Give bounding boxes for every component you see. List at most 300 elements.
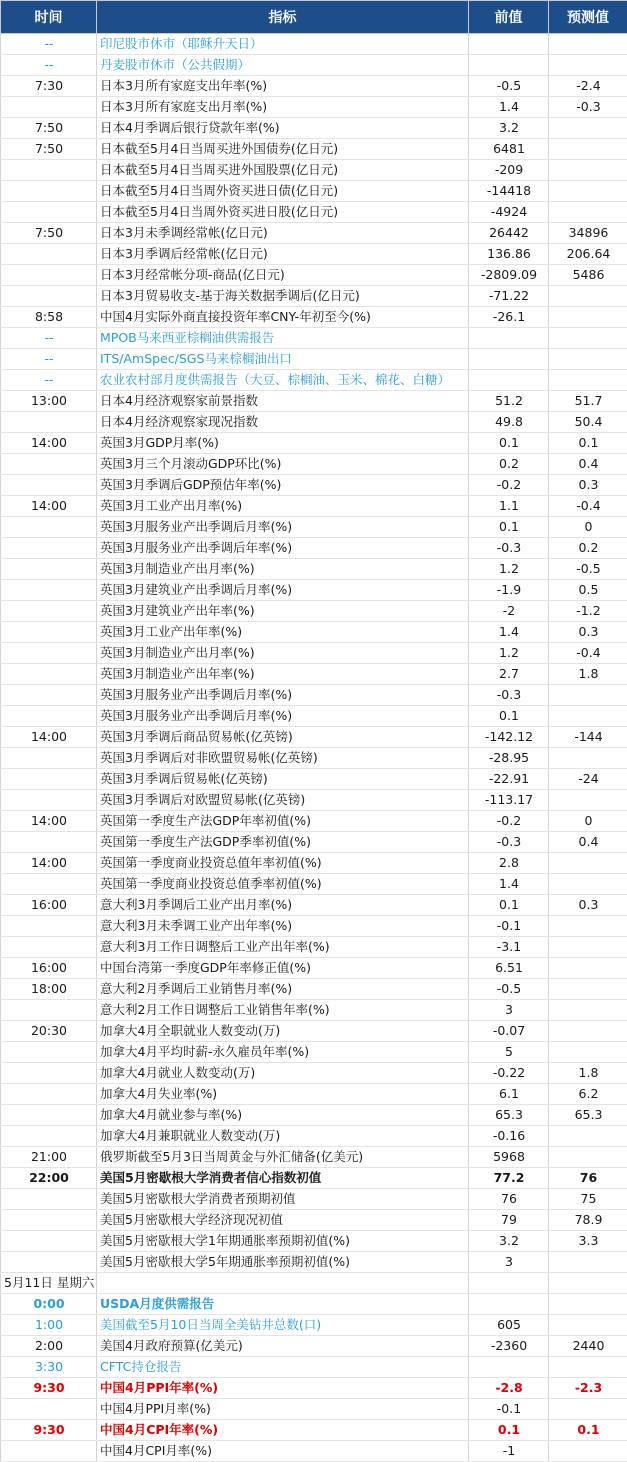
table-row bbox=[1, 1147, 627, 1168]
forecast-value-cell: 0 bbox=[549, 811, 627, 832]
forecast-value-cell: 0.3 bbox=[549, 622, 627, 643]
previous-value-cell: 3 bbox=[469, 1000, 549, 1021]
table-row bbox=[1, 496, 627, 517]
time-cell bbox=[1, 202, 97, 223]
table-row bbox=[1, 286, 627, 307]
indicator-cell: MPOB马来西亚棕榈油供需报告 bbox=[97, 328, 469, 349]
table-row bbox=[1, 160, 627, 181]
time-cell: 7:50 bbox=[1, 139, 97, 160]
previous-value-cell: -0.5 bbox=[469, 76, 549, 97]
forecast-value-cell bbox=[549, 328, 627, 349]
indicator-cell: 英国3月季调后对欧盟贸易帐(亿英镑) bbox=[97, 790, 469, 811]
time-cell: 13:00 bbox=[1, 391, 97, 412]
previous-value-cell: 26442 bbox=[469, 223, 549, 244]
table-row bbox=[1, 517, 627, 538]
indicator-cell: 英国3月服务业产出季调后月率(%) bbox=[97, 706, 469, 727]
time-cell: 3:30 bbox=[1, 1357, 97, 1378]
indicator-cell: USDA月度供需报告 bbox=[97, 1294, 469, 1315]
indicator-cell: 美国5月密歇根大学消费者信心指数初值 bbox=[97, 1168, 469, 1189]
previous-value-cell: -0.3 bbox=[469, 538, 549, 559]
forecast-value-cell bbox=[549, 349, 627, 370]
indicator-cell: 英国3月三个月滚动GDP环比(%) bbox=[97, 454, 469, 475]
forecast-value-cell: 34896 bbox=[549, 223, 627, 244]
forecast-value-cell bbox=[549, 139, 627, 160]
table-row bbox=[1, 76, 627, 97]
indicator-cell: 日本截至5月4日当周外资买进日股(亿日元) bbox=[97, 202, 469, 223]
forecast-value-cell: -144 bbox=[549, 727, 627, 748]
time-cell: 16:00 bbox=[1, 958, 97, 979]
time-cell bbox=[1, 475, 97, 496]
previous-value-cell: 3.2 bbox=[469, 118, 549, 139]
previous-value-cell: 1.2 bbox=[469, 643, 549, 664]
indicator-cell: 农业农村部月度供需报告（大豆、棕榈油、玉米、棉花、白糖） bbox=[97, 370, 469, 391]
indicator-cell: 加拿大4月全职就业人数变动(万) bbox=[97, 1021, 469, 1042]
time-cell bbox=[1, 538, 97, 559]
previous-value-cell: 136.86 bbox=[469, 244, 549, 265]
forecast-value-cell bbox=[549, 1147, 627, 1168]
indicator-cell: 日本截至5月4日当周外资买进日债(亿日元) bbox=[97, 181, 469, 202]
time-cell: 14:00 bbox=[1, 727, 97, 748]
time-cell bbox=[1, 286, 97, 307]
time-cell bbox=[1, 412, 97, 433]
time-cell bbox=[1, 1126, 97, 1147]
indicator-cell: 英国3月工业产出月率(%) bbox=[97, 496, 469, 517]
indicator-cell: 英国第一季度生产法GDP年率初值(%) bbox=[97, 811, 469, 832]
forecast-value-cell bbox=[549, 1294, 627, 1315]
previous-value-cell: -14418 bbox=[469, 181, 549, 202]
table-row bbox=[1, 601, 627, 622]
forecast-value-cell bbox=[549, 958, 627, 979]
forecast-value-cell bbox=[549, 1399, 627, 1420]
table-row bbox=[1, 1084, 627, 1105]
previous-value-cell: -22.91 bbox=[469, 769, 549, 790]
previous-value-cell: -0.2 bbox=[469, 811, 549, 832]
table-row bbox=[1, 328, 627, 349]
time-cell bbox=[1, 706, 97, 727]
previous-value-cell: 2.7 bbox=[469, 664, 549, 685]
forecast-value-cell bbox=[549, 706, 627, 727]
indicator-cell: 意大利3月季调后工业产出月率(%) bbox=[97, 895, 469, 916]
indicator-cell: 中国4月PPI月率(%) bbox=[97, 1399, 469, 1420]
forecast-value-cell: -2.3 bbox=[549, 1378, 627, 1399]
forecast-value-cell: -1.2 bbox=[549, 601, 627, 622]
previous-value-cell: 0.1 bbox=[469, 433, 549, 454]
indicator-cell: 英国第一季度生产法GDP季率初值(%) bbox=[97, 832, 469, 853]
indicator-cell: 英国3月建筑业产出年率(%) bbox=[97, 601, 469, 622]
table-row bbox=[1, 433, 627, 454]
date-label: 5月11日 星期六 bbox=[1, 1273, 97, 1294]
indicator-cell: 日本3月贸易收支-基于海关数据季调后(亿日元) bbox=[97, 286, 469, 307]
previous-value-cell: -0.5 bbox=[469, 979, 549, 1000]
table-row bbox=[1, 832, 627, 853]
forecast-value-cell bbox=[549, 1315, 627, 1336]
time-cell: 7:30 bbox=[1, 76, 97, 97]
indicator-cell: 美国5月密歇根大学消费者预期初值 bbox=[97, 1189, 469, 1210]
previous-value-cell: -113.17 bbox=[469, 790, 549, 811]
indicator-cell: 中国4月CPI月率(%) bbox=[97, 1441, 469, 1462]
time-cell bbox=[1, 1084, 97, 1105]
previous-value-cell: 0.1 bbox=[469, 1420, 549, 1441]
time-cell bbox=[1, 1252, 97, 1273]
previous-value-cell: 6.51 bbox=[469, 958, 549, 979]
indicator-cell: 日本3月季调后经常帐(亿日元) bbox=[97, 244, 469, 265]
table-row bbox=[1, 244, 627, 265]
table-row bbox=[1, 1021, 627, 1042]
forecast-value-cell: 5486 bbox=[549, 265, 627, 286]
indicator-cell: 英国3月服务业产出季调后月率(%) bbox=[97, 517, 469, 538]
time-cell bbox=[1, 1231, 97, 1252]
indicator-cell: 中国4月CPI年率(%) bbox=[97, 1420, 469, 1441]
date-separator-row bbox=[1, 1273, 627, 1294]
indicator-cell: 日本4月季调后银行贷款年率(%) bbox=[97, 118, 469, 139]
previous-value-cell: 1.1 bbox=[469, 496, 549, 517]
time-cell bbox=[1, 1042, 97, 1063]
forecast-value-cell bbox=[549, 34, 627, 55]
table-row bbox=[1, 1441, 627, 1462]
table-row bbox=[1, 34, 627, 55]
time-cell: 22:00 bbox=[1, 1168, 97, 1189]
indicator-cell: 美国5月密歇根大学经济现况初值 bbox=[97, 1210, 469, 1231]
indicator-cell: 日本4月经济观察家现况指数 bbox=[97, 412, 469, 433]
previous-value-cell bbox=[469, 34, 549, 55]
previous-value-cell: -0.3 bbox=[469, 832, 549, 853]
table-row bbox=[1, 223, 627, 244]
empty-cell bbox=[97, 1273, 469, 1294]
forecast-value-cell bbox=[549, 853, 627, 874]
indicator-cell: 英国3月建筑业产出季调后月率(%) bbox=[97, 580, 469, 601]
previous-value-cell: -2809.09 bbox=[469, 265, 549, 286]
forecast-value-cell bbox=[549, 1021, 627, 1042]
forecast-value-cell bbox=[549, 202, 627, 223]
time-cell bbox=[1, 790, 97, 811]
indicator-cell: 英国3月季调后商品贸易帐(亿英镑) bbox=[97, 727, 469, 748]
indicator-cell: 加拿大4月平均时薪-永久雇员年率(%) bbox=[97, 1042, 469, 1063]
forecast-value-cell bbox=[549, 307, 627, 328]
forecast-value-cell: 0.5 bbox=[549, 580, 627, 601]
indicator-cell: 英国3月季调后对非欧盟贸易帐(亿英镑) bbox=[97, 748, 469, 769]
forecast-value-cell bbox=[549, 160, 627, 181]
indicator-cell: 加拿大4月就业人数变动(万) bbox=[97, 1063, 469, 1084]
forecast-value-cell bbox=[549, 916, 627, 937]
forecast-value-cell: 0.4 bbox=[549, 832, 627, 853]
table-row bbox=[1, 958, 627, 979]
previous-value-cell: 3.2 bbox=[469, 1231, 549, 1252]
time-cell bbox=[1, 685, 97, 706]
time-cell bbox=[1, 1189, 97, 1210]
previous-value-cell: 0.2 bbox=[469, 454, 549, 475]
indicator-cell: 英国第一季度商业投资总值季率初值(%) bbox=[97, 874, 469, 895]
forecast-value-cell bbox=[549, 118, 627, 139]
table-row bbox=[1, 937, 627, 958]
table-row bbox=[1, 1210, 627, 1231]
indicator-cell: 英国3月GDP月率(%) bbox=[97, 433, 469, 454]
previous-value-cell bbox=[469, 349, 549, 370]
previous-value-cell: 2.8 bbox=[469, 853, 549, 874]
time-cell bbox=[1, 97, 97, 118]
forecast-value-cell bbox=[549, 1252, 627, 1273]
time-cell: 14:00 bbox=[1, 853, 97, 874]
table-row bbox=[1, 853, 627, 874]
previous-value-cell: 1.4 bbox=[469, 622, 549, 643]
header-indicator: 指标 bbox=[97, 1, 469, 34]
forecast-value-cell bbox=[549, 790, 627, 811]
indicator-cell: ITS/AmSpec/SGS马来棕榈油出口 bbox=[97, 349, 469, 370]
table-row bbox=[1, 1189, 627, 1210]
time-cell bbox=[1, 1399, 97, 1420]
forecast-value-cell bbox=[549, 937, 627, 958]
table-row bbox=[1, 370, 627, 391]
time-cell bbox=[1, 181, 97, 202]
time-cell: 16:00 bbox=[1, 895, 97, 916]
time-cell: -- bbox=[1, 349, 97, 370]
table-row bbox=[1, 811, 627, 832]
table-row bbox=[1, 118, 627, 139]
previous-value-cell: -4924 bbox=[469, 202, 549, 223]
forecast-value-cell bbox=[549, 286, 627, 307]
header-previous: 前值 bbox=[469, 1, 549, 34]
previous-value-cell: -0.22 bbox=[469, 1063, 549, 1084]
indicator-cell: 英国3月服务业产出季调后月率(%) bbox=[97, 685, 469, 706]
previous-value-cell: -3.1 bbox=[469, 937, 549, 958]
indicator-cell: 英国3月制造业产出月率(%) bbox=[97, 643, 469, 664]
table-row bbox=[1, 139, 627, 160]
time-cell bbox=[1, 832, 97, 853]
forecast-value-cell: 0.1 bbox=[549, 1420, 627, 1441]
time-cell bbox=[1, 748, 97, 769]
table-row bbox=[1, 727, 627, 748]
indicator-cell: 俄罗斯截至5月3日当周黄金与外汇储备(亿美元) bbox=[97, 1147, 469, 1168]
previous-value-cell: -0.1 bbox=[469, 1399, 549, 1420]
indicator-cell: 英国3月工业产出年率(%) bbox=[97, 622, 469, 643]
table-row bbox=[1, 265, 627, 286]
forecast-value-cell: -0.3 bbox=[549, 97, 627, 118]
table-row bbox=[1, 769, 627, 790]
indicator-cell: 日本截至5月4日当周买进外国股票(亿日元) bbox=[97, 160, 469, 181]
previous-value-cell bbox=[469, 370, 549, 391]
table-row bbox=[1, 391, 627, 412]
header-forecast: 预测值 bbox=[549, 1, 627, 34]
forecast-value-cell: 75 bbox=[549, 1189, 627, 1210]
time-cell: 1:00 bbox=[1, 1315, 97, 1336]
time-cell: -- bbox=[1, 55, 97, 76]
previous-value-cell: 65.3 bbox=[469, 1105, 549, 1126]
time-cell: 18:00 bbox=[1, 979, 97, 1000]
previous-value-cell: 79 bbox=[469, 1210, 549, 1231]
table-row bbox=[1, 412, 627, 433]
time-cell: 0:00 bbox=[1, 1294, 97, 1315]
time-cell bbox=[1, 1441, 97, 1462]
indicator-cell: CFTC持仓报告 bbox=[97, 1357, 469, 1378]
table-row bbox=[1, 1315, 627, 1336]
forecast-value-cell: -24 bbox=[549, 769, 627, 790]
table-row bbox=[1, 790, 627, 811]
previous-value-cell: -209 bbox=[469, 160, 549, 181]
table-row bbox=[1, 1399, 627, 1420]
forecast-value-cell: -0.5 bbox=[549, 559, 627, 580]
time-cell bbox=[1, 265, 97, 286]
time-cell bbox=[1, 622, 97, 643]
forecast-value-cell bbox=[549, 1357, 627, 1378]
time-cell: 9:30 bbox=[1, 1420, 97, 1441]
previous-value-cell: 1.4 bbox=[469, 874, 549, 895]
indicator-cell: 日本4月经济观察家前景指数 bbox=[97, 391, 469, 412]
previous-value-cell bbox=[469, 1294, 549, 1315]
indicator-cell: 日本3月所有家庭支出年率(%) bbox=[97, 76, 469, 97]
previous-value-cell: 76 bbox=[469, 1189, 549, 1210]
table-row bbox=[1, 1378, 627, 1399]
previous-value-cell: -2 bbox=[469, 601, 549, 622]
time-cell bbox=[1, 664, 97, 685]
previous-value-cell: 6481 bbox=[469, 139, 549, 160]
previous-value-cell: -28.95 bbox=[469, 748, 549, 769]
indicator-cell: 印尼股市休市（耶稣升天日） bbox=[97, 34, 469, 55]
table-row bbox=[1, 475, 627, 496]
time-cell bbox=[1, 454, 97, 475]
table-row bbox=[1, 1000, 627, 1021]
forecast-value-cell: 6.2 bbox=[549, 1084, 627, 1105]
time-cell: 14:00 bbox=[1, 811, 97, 832]
time-cell bbox=[1, 244, 97, 265]
table-header-row bbox=[1, 1, 627, 34]
time-cell: 20:30 bbox=[1, 1021, 97, 1042]
table-row bbox=[1, 706, 627, 727]
table-row bbox=[1, 979, 627, 1000]
indicator-cell: 意大利2月工作日调整后工业销售年率(%) bbox=[97, 1000, 469, 1021]
indicator-cell: 加拿大4月就业参与率(%) bbox=[97, 1105, 469, 1126]
table-row bbox=[1, 97, 627, 118]
indicator-cell: 加拿大4月失业率(%) bbox=[97, 1084, 469, 1105]
previous-value-cell: 0.1 bbox=[469, 517, 549, 538]
forecast-value-cell bbox=[549, 1042, 627, 1063]
forecast-value-cell: 0.3 bbox=[549, 895, 627, 916]
forecast-value-cell: 0.2 bbox=[549, 538, 627, 559]
previous-value-cell: -0.2 bbox=[469, 475, 549, 496]
indicator-cell: 加拿大4月兼职就业人数变动(万) bbox=[97, 1126, 469, 1147]
forecast-value-cell: 65.3 bbox=[549, 1105, 627, 1126]
table-row bbox=[1, 1294, 627, 1315]
time-cell bbox=[1, 160, 97, 181]
time-cell bbox=[1, 1063, 97, 1084]
indicator-cell: 美国4月政府预算(亿美元) bbox=[97, 1336, 469, 1357]
time-cell bbox=[1, 643, 97, 664]
forecast-value-cell bbox=[549, 1441, 627, 1462]
previous-value-cell: -26.1 bbox=[469, 307, 549, 328]
previous-value-cell: -0.07 bbox=[469, 1021, 549, 1042]
forecast-value-cell: 3.3 bbox=[549, 1231, 627, 1252]
table-row bbox=[1, 1231, 627, 1252]
time-cell bbox=[1, 1000, 97, 1021]
forecast-value-cell bbox=[549, 370, 627, 391]
table-row bbox=[1, 895, 627, 916]
header-time: 时间 bbox=[1, 1, 97, 34]
previous-value-cell: 605 bbox=[469, 1315, 549, 1336]
forecast-value-cell: 1.8 bbox=[549, 1063, 627, 1084]
indicator-cell: 英国3月季调后GDP预估年率(%) bbox=[97, 475, 469, 496]
previous-value-cell: 49.8 bbox=[469, 412, 549, 433]
indicator-cell: 日本3月经常帐分项-商品(亿日元) bbox=[97, 265, 469, 286]
forecast-value-cell: -0.4 bbox=[549, 643, 627, 664]
time-cell: 14:00 bbox=[1, 496, 97, 517]
forecast-value-cell: 0.4 bbox=[549, 454, 627, 475]
table-row bbox=[1, 622, 627, 643]
time-cell: 7:50 bbox=[1, 223, 97, 244]
indicator-cell: 日本3月未季调经常帐(亿日元) bbox=[97, 223, 469, 244]
previous-value-cell: 1.2 bbox=[469, 559, 549, 580]
table-row bbox=[1, 1336, 627, 1357]
table-row bbox=[1, 643, 627, 664]
previous-value-cell: 3 bbox=[469, 1252, 549, 1273]
indicator-cell: 中国4月实际外商直接投资年率CNY-年初至今(%) bbox=[97, 307, 469, 328]
table-row bbox=[1, 874, 627, 895]
time-cell bbox=[1, 769, 97, 790]
forecast-value-cell: 206.64 bbox=[549, 244, 627, 265]
previous-value-cell bbox=[469, 328, 549, 349]
time-cell bbox=[1, 916, 97, 937]
previous-value-cell: -0.3 bbox=[469, 685, 549, 706]
previous-value-cell bbox=[469, 55, 549, 76]
table-row bbox=[1, 1042, 627, 1063]
forecast-value-cell: 0.3 bbox=[549, 475, 627, 496]
table-row bbox=[1, 454, 627, 475]
forecast-value-cell: 50.4 bbox=[549, 412, 627, 433]
time-cell bbox=[1, 517, 97, 538]
table-row bbox=[1, 685, 627, 706]
previous-value-cell: 5968 bbox=[469, 1147, 549, 1168]
forecast-value-cell bbox=[549, 979, 627, 1000]
forecast-value-cell: -2.4 bbox=[549, 76, 627, 97]
previous-value-cell: 0.1 bbox=[469, 706, 549, 727]
forecast-value-cell: 51.7 bbox=[549, 391, 627, 412]
time-cell bbox=[1, 1105, 97, 1126]
forecast-value-cell: -0.4 bbox=[549, 496, 627, 517]
indicator-cell: 美国5月密歇根大学1年期通胀率预期初值(%) bbox=[97, 1231, 469, 1252]
indicator-cell: 丹麦股市休市（公共假期） bbox=[97, 55, 469, 76]
previous-value-cell: -0.16 bbox=[469, 1126, 549, 1147]
table-row bbox=[1, 664, 627, 685]
previous-value-cell: 5 bbox=[469, 1042, 549, 1063]
previous-value-cell: -0.1 bbox=[469, 916, 549, 937]
indicator-cell: 英国3月制造业产出月率(%) bbox=[97, 559, 469, 580]
time-cell bbox=[1, 1210, 97, 1231]
previous-value-cell: 6.1 bbox=[469, 1084, 549, 1105]
forecast-value-cell bbox=[549, 55, 627, 76]
forecast-value-cell bbox=[549, 1126, 627, 1147]
empty-cell bbox=[469, 1273, 549, 1294]
table-row bbox=[1, 1105, 627, 1126]
indicator-cell: 英国第一季度商业投资总值年率初值(%) bbox=[97, 853, 469, 874]
indicator-cell: 中国台湾第一季度GDP年率修正值(%) bbox=[97, 958, 469, 979]
table-row bbox=[1, 1420, 627, 1441]
indicator-cell: 意大利2月季调后工业销售月率(%) bbox=[97, 979, 469, 1000]
previous-value-cell: -2.8 bbox=[469, 1378, 549, 1399]
table-row bbox=[1, 181, 627, 202]
table-row bbox=[1, 202, 627, 223]
table-body bbox=[1, 34, 627, 1462]
previous-value-cell: 51.2 bbox=[469, 391, 549, 412]
indicator-cell: 英国3月制造业产出年率(%) bbox=[97, 664, 469, 685]
table-row bbox=[1, 307, 627, 328]
forecast-value-cell: 2440 bbox=[549, 1336, 627, 1357]
time-cell bbox=[1, 601, 97, 622]
time-cell: -- bbox=[1, 34, 97, 55]
indicator-cell: 日本截至5月4日当周买进外国债券(亿日元) bbox=[97, 139, 469, 160]
indicator-cell: 意大利3月工作日调整后工业产出年率(%) bbox=[97, 937, 469, 958]
time-cell: 9:30 bbox=[1, 1378, 97, 1399]
previous-value-cell bbox=[469, 1357, 549, 1378]
time-cell: 21:00 bbox=[1, 1147, 97, 1168]
table-row bbox=[1, 55, 627, 76]
time-cell: 14:00 bbox=[1, 433, 97, 454]
